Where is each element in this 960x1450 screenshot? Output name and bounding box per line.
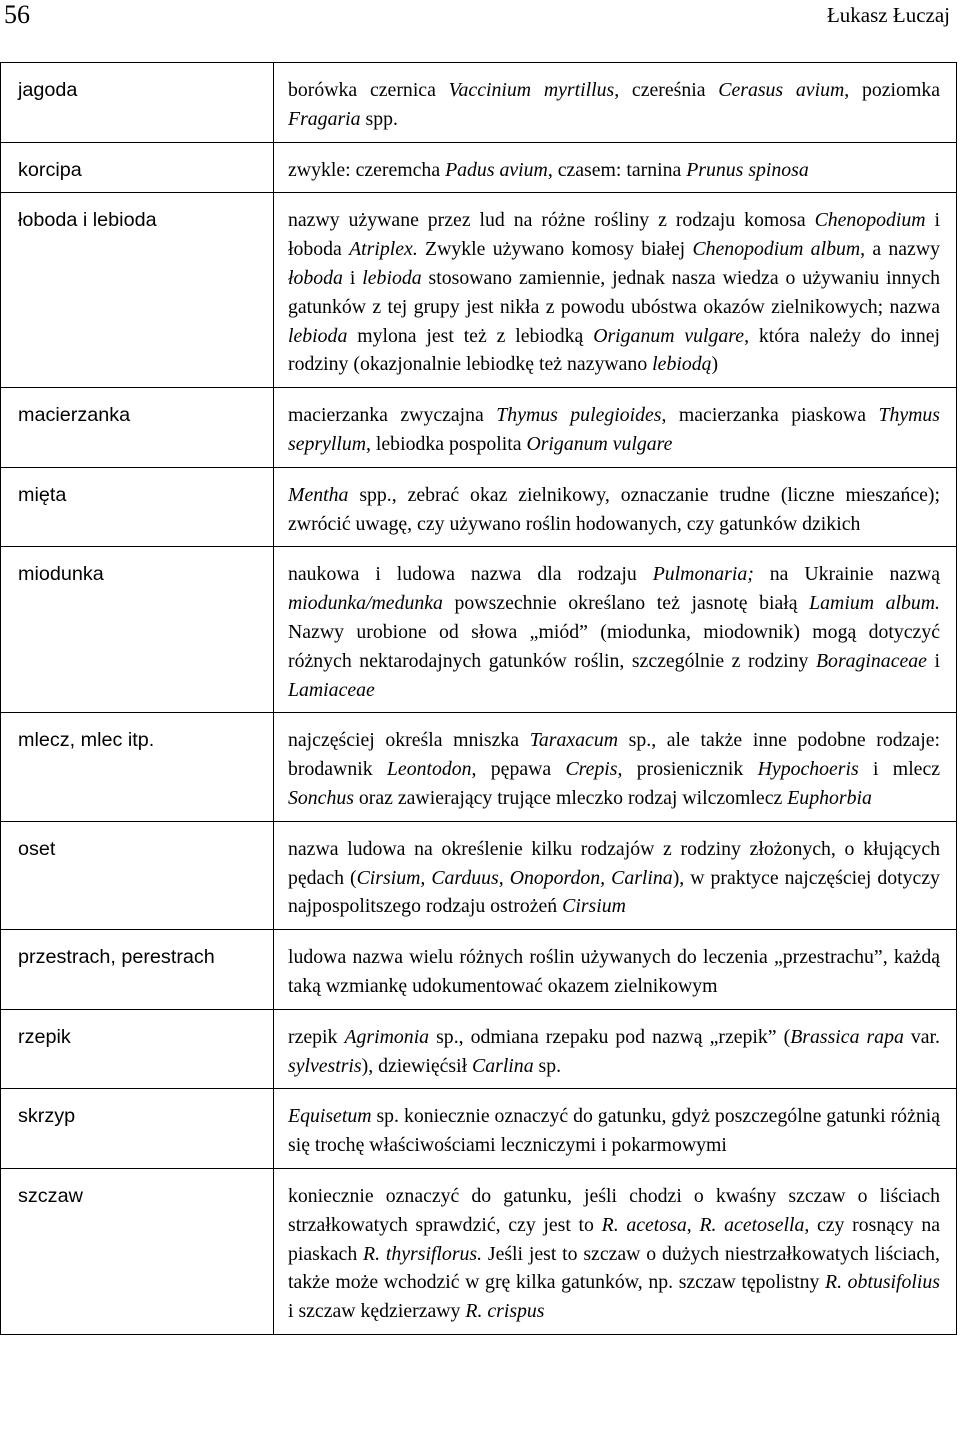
latin-name: Agrimonia (344, 1025, 430, 1048)
latin-name: R. acetosa (601, 1213, 687, 1236)
glossary-table (0, 62, 957, 1335)
description-cell (274, 467, 957, 547)
description-text: macierzanka zwyczajna (288, 404, 497, 427)
description-cell (274, 713, 957, 821)
latin-name: sylvestris (288, 1054, 362, 1077)
description-text: , (686, 1213, 700, 1236)
latin-name: Cirsium (562, 895, 626, 918)
table-row (1, 1089, 957, 1169)
plant-name-cell: skrzyp (1, 1089, 274, 1169)
latin-name: miodunka/medunka (288, 592, 443, 615)
latin-name: Thymus pulegioides (496, 404, 662, 427)
latin-name: Origanum vulgare (526, 432, 673, 455)
latin-name: Origanum vulgare (593, 324, 745, 347)
description-text: sp. (533, 1054, 562, 1077)
description-text: sp., odmiana rzepaku pod nazwą „rzepik” ( (429, 1025, 791, 1048)
latin-name: Boraginaceae (815, 649, 927, 672)
description-text: oraz zawierający trujące mleczko rodzaj wilczomlecz (353, 786, 788, 809)
latin-name: Chenopodium album (692, 238, 861, 261)
latin-name: R. obtusifolius (825, 1271, 940, 1294)
latin-name: Lamiaceae (288, 678, 375, 701)
description-text: nazwy używane przez lud na różne rośliny z rodzaju komosa (288, 209, 815, 232)
description-text: , a nazwy (860, 238, 940, 261)
latin-name: lebiodą (652, 353, 712, 376)
latin-name: Fragaria (288, 107, 361, 130)
description-text: Zwykle używano komosy białej (417, 238, 693, 261)
description-cell (274, 1009, 957, 1089)
plant-name-cell: miodunka (1, 547, 274, 713)
description-text: nazwa ludowa na określenie kilku rodzajów z rodziny złożonych, o kłujących pędach ( (288, 837, 940, 889)
description-text: i szczaw kędzierzawy (288, 1300, 466, 1323)
description-text: zwykle: czeremcha (288, 158, 446, 181)
description-cell (274, 63, 957, 143)
latin-name: R. thyrsiflorus. (363, 1242, 483, 1265)
description-text: powszechnie określano też jasnotę białą (442, 592, 810, 615)
description-text: , pępawa (471, 758, 566, 781)
table-row (1, 547, 957, 713)
description-cell (274, 1168, 957, 1334)
description-text: , lebiodka pospolita (366, 432, 527, 455)
latin-name: Vaccinium myrtillus (448, 79, 615, 101)
latin-name: Padus avium (445, 158, 548, 181)
latin-name: Pulmonaria; (652, 563, 754, 586)
plant-name-cell: macierzanka (1, 388, 274, 468)
description-text: sp., ale także inne podobne rodzaje: brodawnik (288, 729, 940, 781)
description-text: Nazwy urobione od słowa „miód” (miodunka, miodownik) mogą dotyczyć różnych nektarodajnych gatunków roślin, szczególnie z rodziny (288, 620, 940, 672)
table-row (1, 930, 957, 1010)
description-text: rzepik (288, 1025, 345, 1048)
description-text: , poziomka (844, 79, 940, 101)
description-text: i (926, 649, 940, 672)
latin-name: lebioda (362, 266, 422, 289)
description-text: i (342, 266, 363, 289)
table-row (1, 193, 957, 388)
description-text: spp. (360, 107, 398, 130)
description-text: , macierzanka piaskowa (661, 404, 879, 427)
description-text: Jeśli jest to szczaw o dużych niestrzałkowatych liściach, także może wchodzić w grę kilka gatunków, np. szczaw tępolistny (288, 1242, 940, 1294)
description-cell (274, 142, 957, 193)
description-text: na Ukrainie nazwą (753, 563, 940, 586)
latin-name: Equisetum (288, 1105, 372, 1128)
description-text: i mlecz (858, 758, 941, 781)
description-text: naukowa i ludowa nazwa dla rodzaju (288, 563, 653, 586)
table-row (1, 1168, 957, 1334)
table-row (1, 63, 957, 143)
latin-name: Cerasus avium (718, 79, 845, 101)
latin-name: lebioda (288, 324, 348, 347)
description-cell (274, 930, 957, 1010)
plant-name-cell: mlecz, mlec itp. (1, 713, 274, 821)
description-text: borówka czernica (288, 79, 449, 101)
plant-name-cell: jagoda (1, 63, 274, 143)
description-text: ), w praktyce najczęściej dotyczy najpospolitszego rodzaju ostrożeń (288, 866, 940, 918)
latin-name: Thymus sepryllum (288, 404, 940, 455)
description-text: ) (711, 353, 719, 376)
plant-name-cell: szczaw (1, 1168, 274, 1334)
description-text: , czereśnia (614, 79, 719, 101)
latin-name: Cirsium, Carduus, Onopordon, Carlina (356, 866, 673, 889)
latin-name: Atriplex. (349, 238, 418, 261)
plant-name-cell: mięta (1, 467, 274, 547)
description-text: ), dziewięćsił (361, 1054, 473, 1077)
description-text: , prosienicznik (617, 758, 758, 781)
latin-name: Mentha (288, 483, 349, 506)
description-text: spp., zebrać okaz zielnikowy, oznaczanie trudne (liczne mieszańce); zwrócić uwagę, czy używano roślin hodowanych, czy gatunków dzikich (288, 483, 940, 535)
glossary-table-body (1, 63, 957, 1335)
description-text: , czy rosnący na piaskach (288, 1213, 941, 1265)
latin-name: Crepis (565, 758, 618, 781)
description-text: , czasem: tarnina (547, 158, 687, 181)
description-cell (274, 388, 957, 468)
table-row (1, 713, 957, 821)
plant-name-cell: korcipa (1, 142, 274, 193)
latin-name: Hypochoeris (757, 758, 859, 781)
description-text: sp. koniecznie oznaczyć do gatunku, gdyż poszczególne gatunki różnią się trochę właściwościami leczniczymi i pokarmowymi (288, 1105, 941, 1157)
description-cell (274, 547, 957, 713)
latin-name: Leontodon (386, 758, 472, 781)
description-text: koniecznie oznaczyć do gatunku, jeśli chodzi o kwaśny szczaw o liściach strzałkowatych sprawdzić, czy jest to (288, 1184, 940, 1236)
plant-name-cell: łoboda i lebioda (1, 193, 274, 388)
description-text: , która należy do innej rodziny (okazjonalnie lebiodkę też nazywano (288, 324, 940, 376)
description-text: ludowa nazwa wielu różnych roślin używanych do leczenia „przestrachu”, każdą taką wzmiankę udokumentować okazem zielnikowym (288, 946, 940, 997)
latin-name: Lamium album. (809, 592, 940, 615)
page-header (0, 0, 960, 40)
latin-name: Taraxacum (529, 729, 619, 752)
latin-name: R. acetosella (699, 1213, 805, 1236)
table-row (1, 388, 957, 468)
plant-name-cell: oset (1, 821, 274, 929)
latin-name: Chenopodium (814, 209, 926, 232)
description-text: var. (903, 1025, 940, 1048)
page-number: 56 (4, 0, 30, 29)
description-text: mylona jest też z lebiodką (347, 324, 594, 347)
description-cell (274, 1089, 957, 1169)
description-cell (274, 193, 957, 388)
description-text: stosowano zamiennie, jednak nasza wiedza o używaniu innych gatunków z tej grupy jest nikła z powodu ubóstwa okazów zielnikowych; nazwa (288, 266, 940, 318)
description-text: i łoboda (288, 209, 940, 261)
description-cell (274, 821, 957, 929)
latin-name: Sonchus (288, 786, 354, 809)
latin-name: R. crispus (465, 1300, 545, 1323)
running-head-author: Łukasz Łuczaj (826, 3, 950, 27)
latin-name: Prunus spinosa (686, 158, 809, 181)
plant-name-cell: przestrach, perestrach (1, 930, 274, 1010)
latin-name: łoboda (288, 266, 343, 289)
table-row (1, 142, 957, 193)
table-row (1, 1009, 957, 1089)
plant-name-cell: rzepik (1, 1009, 274, 1089)
latin-name: Carlina (472, 1054, 534, 1077)
latin-name: Euphorbia (787, 786, 872, 809)
description-text: najczęściej określa mniszka (288, 729, 530, 752)
latin-name: Brassica rapa (790, 1025, 904, 1048)
table-row (1, 467, 957, 547)
table-row (1, 821, 957, 929)
